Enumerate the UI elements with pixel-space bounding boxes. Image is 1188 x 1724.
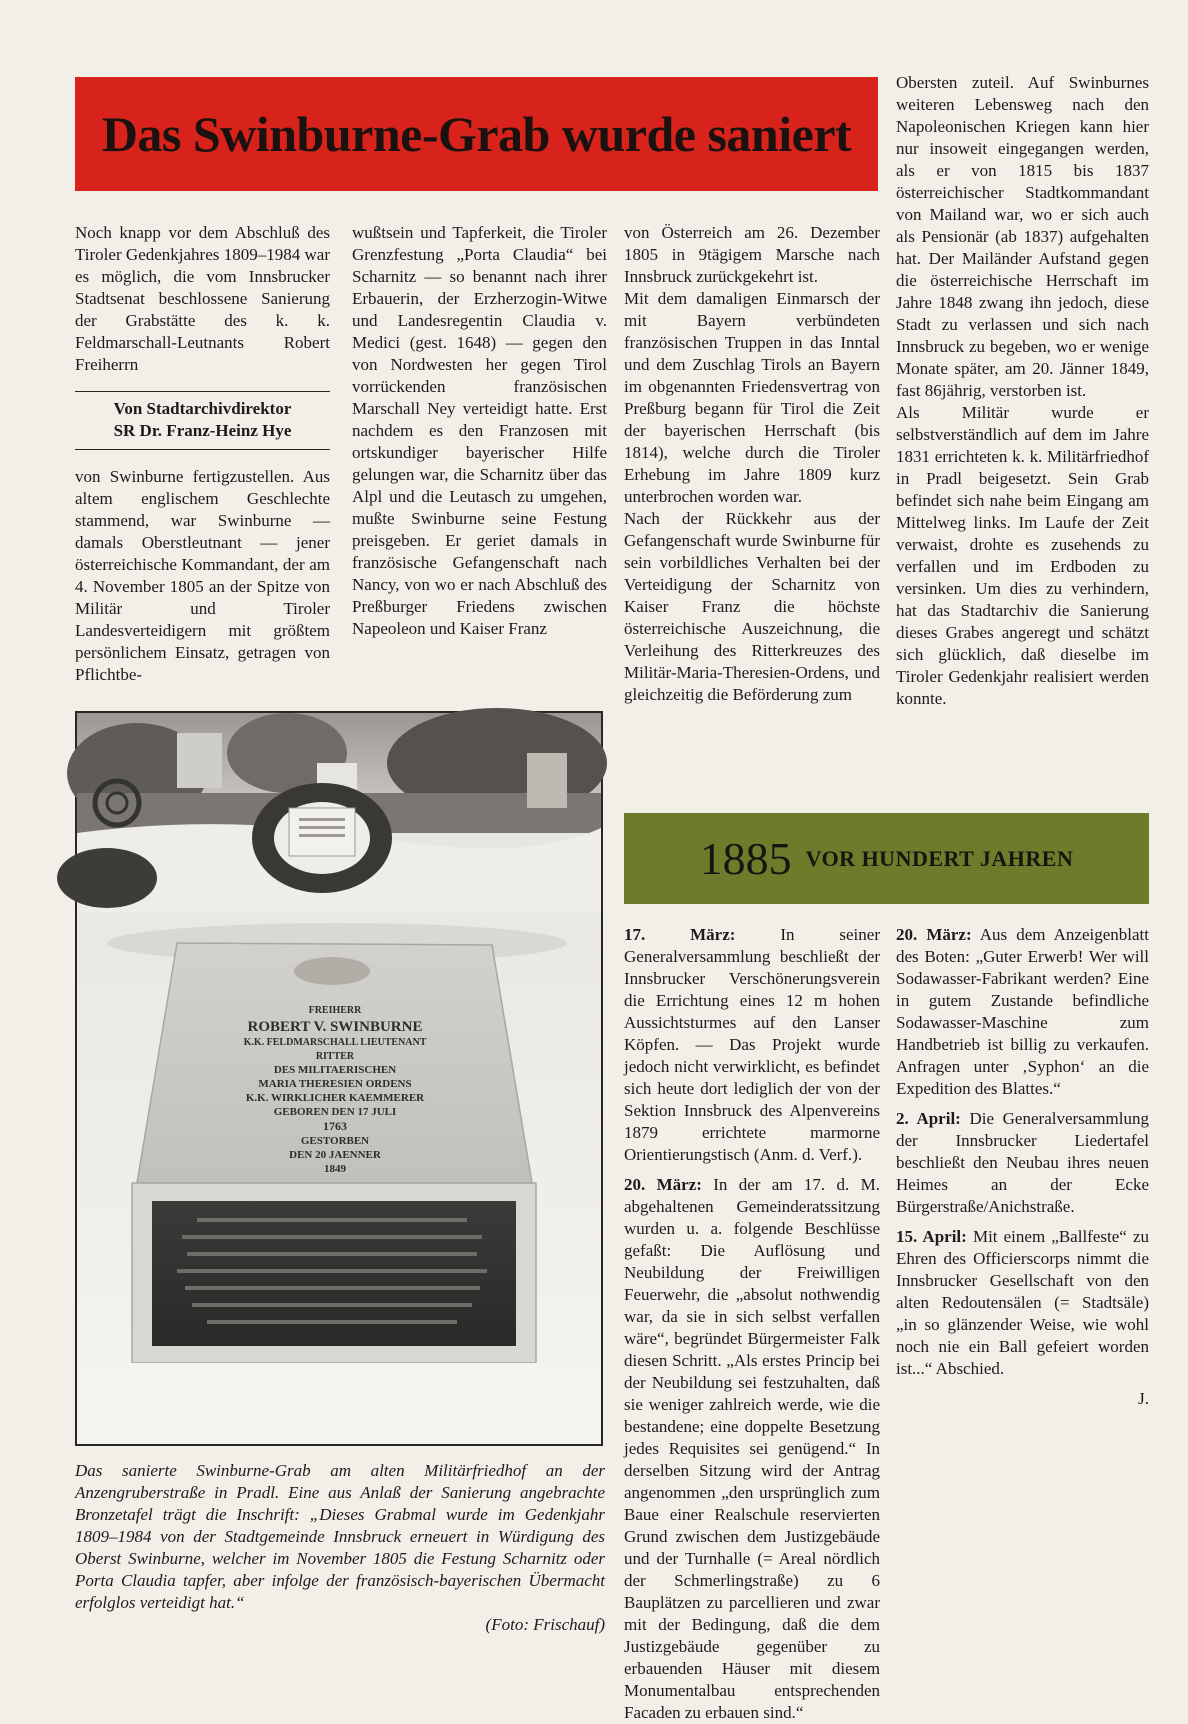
article-column-1-intro: [75, 222, 330, 376]
column-3-paragraph-3: Nach der Rückkehr aus der Gefangenschaft wurde Swinburne für sein vorbildliches Verhalten bei der Verteidigung der Scharnitz von Kaiser Franz die höchste österreichische Auszeichnung, die Verleihung des Ritterkreuzes des Militär-Maria-Theresien-Ordens, und gleichzeitig die Beförderung zum: [624, 509, 880, 704]
entry-text: In der am 17. d. M. abgehaltenen Gemeinderatssitzung wurden u. a. folgende Beschlüsse gefaßt: Die Auflösung und Neubildung der Freiwilligen Feuerwehr, die „absolut nothwendig war, da sie in sich selbst verfallen wäre“, begründet Bürgermeister Falk diesen Schritt. „Als erstes Princip bei der Neubildung sei festzuhalten, daß sie weniger zahlreich werde, wie die bestandene; eine doppelte Besetzung jedes Requisites sei genügend.“ In derselben Sitzung wird der Antrag angenommen „den ursprünglich zum Baue einer Realschule reservierten Grund zwischen dem Justizgebäude und der Turnhalle (= Areal nördlich der Schmerlingstraße) zu 6 Bauplätzen zu parcellieren und zwar mit der Bedingung, daß die dem Justizgebäude gegenüber zu erbauenden Häuser mit diesem Monumentalbau entsprechenden Facaden zu erbauen sind.“: [624, 1175, 880, 1722]
grave-photo: [75, 711, 603, 1446]
history-entry-2: [624, 1174, 880, 1722]
author-name: SR Dr. Franz-Heinz Hye: [113, 421, 292, 440]
inscription-line-1: FREIHERR: [308, 1005, 362, 1016]
column-4-paragraph-2: Als Militär wurde er selbstverständlich auf dem im Jahre 1831 errichteten k. k. Militärfriedhof in Pradl beigesetzt. Sein Grab befindet sich nahe beim Eingang am Mittelweg links. Im Laufe der Zeit verwaist, drohte es zusehends zu verfallen und im Erdboden zu versinken. Um dies zu verhindern, hat das Stadtarchiv die Sanierung dieses Grabes angeregt und schätzt sich glücklich, daß dieselbe im Tiroler Gedenkjahr realisiert werden konnte.: [896, 403, 1149, 708]
column-3-paragraph-2: Mit dem damaligen Einmarsch der mit Bayern verbündeten französischen Truppen in das Inntal und dem Zuschlag Tirols an Bayern im obgenannten Friedensvertrag von Preßburg begann für Tirol die Zeit der bayerischen Herrschaft (bis 1814), welche durch die Tiroler Erhebung im Jahre 1809 kurz unterbrochen worden war.: [624, 289, 880, 506]
inscription-line-8: GEBOREN DEN 17 JULI: [273, 1106, 397, 1118]
inscription-line-7: K.K. WIRKLICHER KAEMMERER: [245, 1092, 425, 1104]
entry-text: Die Generalversammlung der Innsbrucker Liedertafel beschließt den Neubau ihres neuen Heimes an der Ecke Bürgerstraße/Anichstraße.: [896, 1109, 1149, 1216]
author-title: Von Stadtarchivdirektor: [113, 399, 292, 418]
article-title-banner: [75, 77, 878, 191]
author-byline: [75, 391, 330, 450]
article-column-3: [624, 222, 880, 706]
inscription-line-11: DEN 20 JAENNER: [289, 1149, 381, 1161]
column-1-continuation: von Swinburne fertigzustellen. Aus altem englischem Geschlechte stammend, war Swinburne — damals Oberstleutnant — jener österreichische Kommandant, der am 4. November 1805 an der Spitze von Militär und Tiroler Landesverteidigern mit größtem persönlichem Einsatz, getragen von Pflichtbe-: [75, 467, 330, 684]
entry-date: 20. März:: [624, 1175, 702, 1194]
photo-caption: [75, 1460, 605, 1636]
history-banner: [624, 813, 1149, 904]
entry-date: 15. April:: [896, 1227, 967, 1246]
article-column-1-cont: [75, 466, 330, 686]
history-entry-3: [896, 924, 1149, 1100]
history-signature: J.: [1138, 1389, 1149, 1408]
inscription-line-6: MARIA THERESIEN ORDENS: [258, 1078, 412, 1090]
grave-photo-drawing: [77, 713, 601, 1444]
inscription-line-2: ROBERT V. SWINBURNE: [247, 1019, 423, 1035]
article-column-2: [352, 222, 607, 640]
inscription-line-4: RITTER: [315, 1051, 355, 1062]
history-column-2: [896, 924, 1149, 1410]
history-entry-1: [624, 924, 880, 1166]
column-2-text: wußtsein und Tapferkeit, die Tiroler Grenzfestung „Porta Claudia“ bei Scharnitz — so benannt nach ihrer Erbauerin, der Erzherzogin-Witwe und Landesregentin Claudia v. Medici (gest. 1648) — gegen den von Nordwesten her gegen Tirol vorrückenden französischen Marschall Ney verteidigt hatte. Erst nachdem es den Franzosen mit ortskundiger bayerischer Hilfe gelungen war, die Scharnitz über das Alpl und die Leutasch zu umgehen, mußte Swinburne seine Festung preisgeben. Er geriet damals in französische Gefangenschaft nach Nancy, von wo er nach Abschluß des Preßburger Friedens zwischen Napeoleon und Kaiser Franz: [352, 223, 607, 638]
inscription-line-10: GESTORBEN: [300, 1135, 370, 1147]
history-label: VOR HUNDERT JAHREN: [805, 845, 1074, 871]
inscription-line-3: K.K. FELDMARSCHALL LIEUTENANT: [243, 1037, 427, 1048]
entry-text: Aus dem Anzeigenblatt des Boten: „Guter Erwerb! Wer will Sodawasser-Fabrikant werden? Eine in gutem Zustande befindliche Sodawasser-Maschine zum Handbetrieb ist billig zu verkaufen. Anfragen unter ‚Syphon‘ an die Expedition des Blattes.“: [896, 925, 1149, 1098]
intro-paragraph: Noch knapp vor dem Abschluß des Tiroler Gedenkjahres 1809–1984 war es möglich, die vom Innsbrucker Stadtsenat beschlossene Sanierung der Grabstätte des k. k. Feldmarschall-Leutnants Robert Freiherrn: [75, 223, 330, 374]
article-title: Das Swinburne-Grab wurde saniert: [101, 106, 852, 162]
entry-date: 17. März:: [624, 925, 736, 944]
photo-credit: (Foto: Frischauf): [485, 1615, 605, 1634]
history-column-1: [624, 924, 880, 1722]
history-year: 1885: [699, 833, 792, 884]
entry-date: 2. April:: [896, 1109, 961, 1128]
inscription-line-9: 1763: [323, 1119, 347, 1133]
inscription-line-5: DES MILITAERISCHEN: [273, 1064, 397, 1076]
article-column-4: [896, 72, 1149, 710]
entry-text: Mit einem „Ballfeste“ zu Ehren des Officierscorps nimmt die Innsbrucker Gesellschaft von den alten Redoutensälen (= Stadtsäle) „in so glänzender Weise, wie wohl noch nie ein Ball gefeiert worden ist...“ Abschied.: [896, 1227, 1149, 1378]
inscription-line-12: 1849: [324, 1163, 346, 1175]
entry-date: 20. März:: [896, 925, 972, 944]
history-entry-4: [896, 1108, 1149, 1218]
entry-text: In seiner Generalversammlung beschließt der Innsbrucker Verschönerungsverein die Errichtung eines 12 m hohen Aussichtsturmes auf den Lanser Köpfen. — Das Projekt wurde jedoch nicht verwirklicht, es befindet sich heute dort lediglich der von der Sektion Innsbruck des Alpenvereins 1879 errichtete marmorne Orientierungstisch (Anm. d. Verf.).: [624, 925, 880, 1164]
history-entry-5: [896, 1226, 1149, 1380]
caption-text: Das sanierte Swinburne-Grab am alten Militärfriedhof an der Anzengruberstraße in Pradl. Eine aus Anlaß der Sanierung angebrachte Bronzetafel trägt die Inschrift: „Dieses Grabmal wurde im Gedenkjahr 1809–1984 von der Stadtgemeinde Innsbruck erneuert in Würdigung des Oberst Swinburne, welcher im November 1805 die Festung Scharnitz oder Porta Claudia tapfer, aber infolge der französisch-bayerischen Übermacht erfolglos verteidigt hat.“: [75, 1461, 605, 1612]
column-4-paragraph-1: Obersten zuteil. Auf Swinburnes weiteren Lebensweg nach den Napoleonischen Kriegen kann hier nur insoweit eingegangen werden, als er von 1815 bis 1837 österreichischer Stadtkommandant von Mailand war, wo er sich auch als Pensionär (ab 1837) aufgehalten hat. Der Mailänder Aufstand gegen die österreichische Herrschaft im Jahre 1848 zwang ihn jedoch, diese Stadt zu verlassen und sich nach Innsbruck zu begeben, wo er wenige Monate später, am 20. Jänner 1849, fast 86jährig, verstorben ist.: [896, 73, 1149, 400]
column-3-paragraph-1: von Österreich am 26. Dezember 1805 in 9tägigem Marsche nach Innsbruck zurückgekehrt ist.: [624, 223, 880, 286]
